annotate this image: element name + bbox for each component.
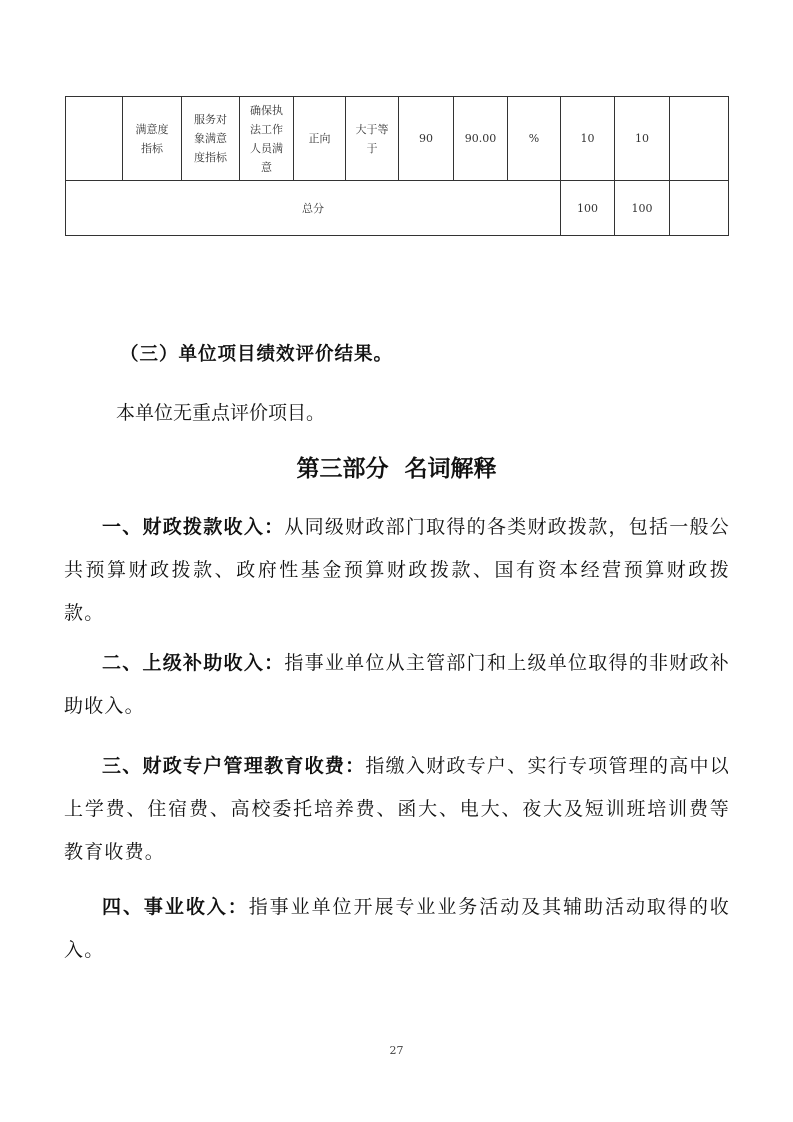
section-heading: （三）单位项目绩效评价结果。 [120,344,394,365]
definition-text: 指缴入财政专户、实行专项管理的高中以上学费、住宿费、高校委托培养费、函大、电大、夜大及短训班培训费等教育收费。 [64,755,730,863]
page-number: 27 [389,1044,404,1057]
definition-term: 四、事业收入： [102,896,249,918]
table-cell: 10 [561,97,615,181]
definition-paragraph [64,745,730,874]
definition-term: 三、财政专户管理教育收费： [102,755,366,777]
table-cell [670,97,729,181]
definition-term: 一、财政拨款收入： [102,516,285,538]
section-note: 本单位无重点评价项目。 [116,402,326,424]
definition-term: 二、上级补助收入： [102,652,285,674]
table-row [66,97,729,181]
definition-paragraph [64,886,730,972]
table-cell: 10 [615,97,670,181]
definition-text: 从同级财政部门取得的各类财政拨款，包括一般公共预算财政拨款、政府性基金预算财政拨款、国有资本经营预算财政拨款。 [64,516,730,624]
table-cell [123,97,182,181]
table-cell: 正向 [294,97,346,181]
cell-text: 确保执法工作人员满意 [250,103,283,174]
total-label: 总分 [66,181,561,236]
cell-text: 服务对象满意度指标 [194,113,227,164]
cell-text: 大于等于 [355,122,389,155]
table-cell [66,97,123,181]
definition-text: 指事业单位开展专业业务活动及其辅助活动取得的收入。 [64,896,730,961]
definition-paragraph [64,642,730,728]
table-cell [240,97,294,181]
table-cell: 100 [615,181,670,236]
part-title: 第三部分 名词解释 [296,456,497,482]
performance-table [65,96,729,236]
table-cell: % [508,97,561,181]
table-cell [346,97,399,181]
table-cell [670,181,729,236]
table-row-total [66,181,729,236]
definition-text: 指事业单位从主管部门和上级单位取得的非财政补助收入。 [64,652,730,717]
table-cell: 90.00 [454,97,508,181]
definition-paragraph [64,506,730,635]
table-cell: 90 [399,97,454,181]
table-cell: 100 [561,181,615,236]
cell-text: 满意度指标 [135,122,169,155]
table-cell [182,97,240,181]
